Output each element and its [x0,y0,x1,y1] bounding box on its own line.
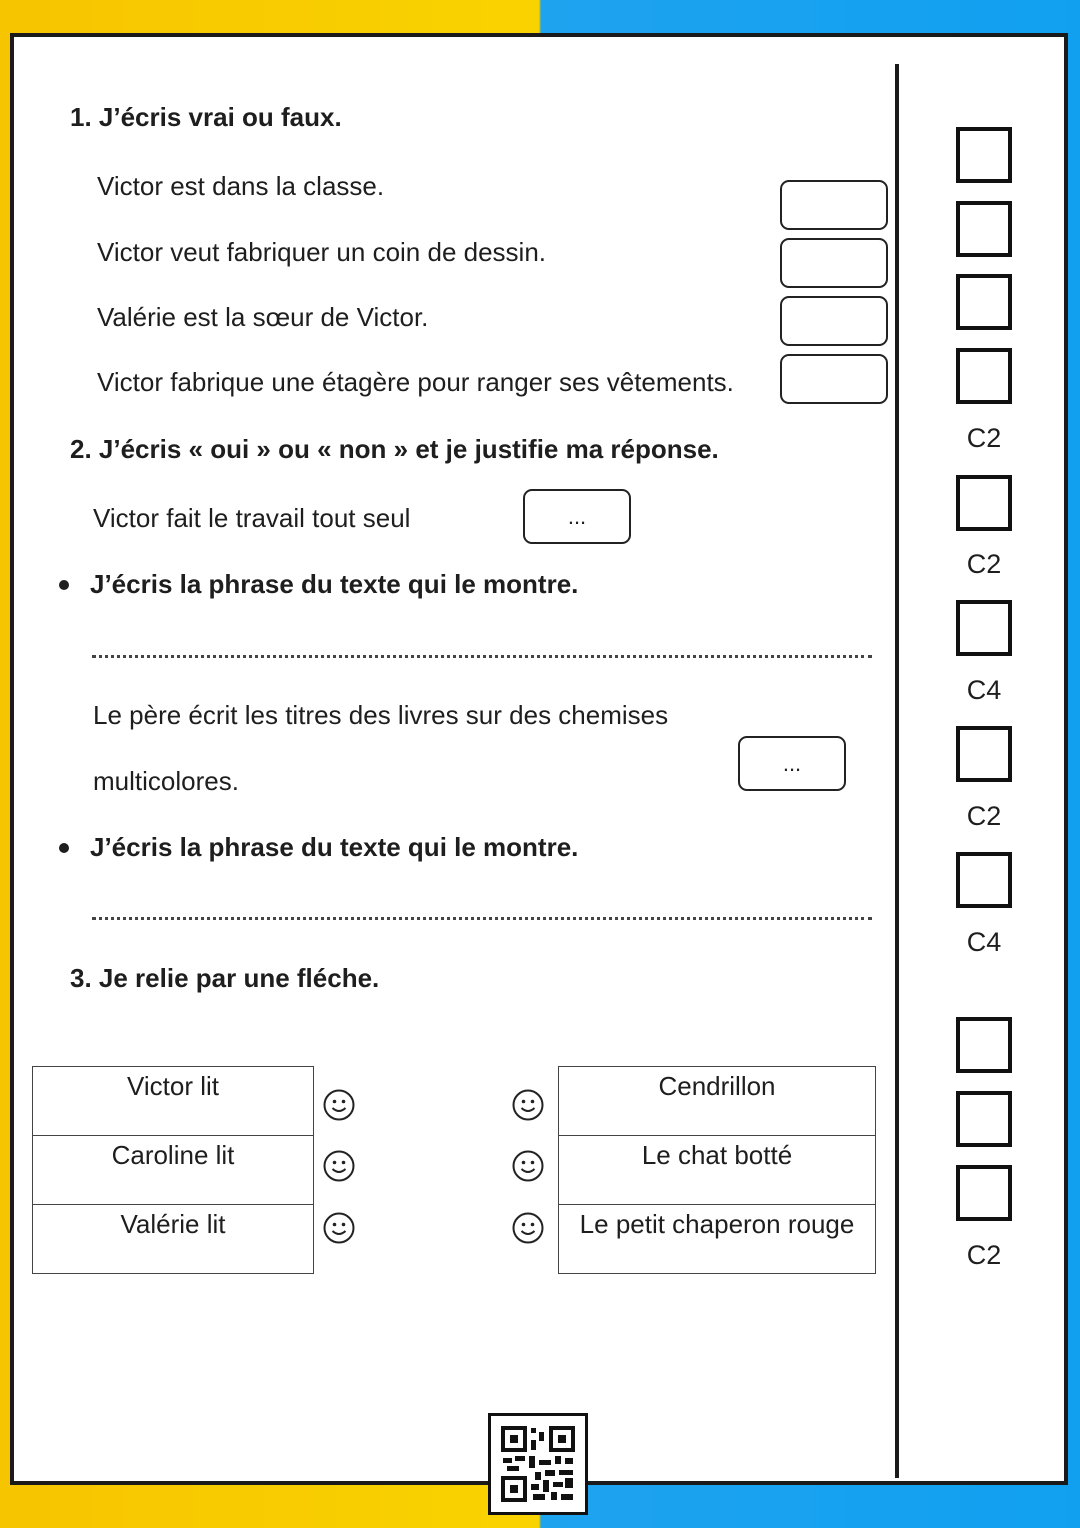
question-2-line2: multicolores. [93,766,239,796]
competency-code: C2 [966,1240,1002,1270]
bullet-instruction-1: J’écris la phrase du texte qui le montre. [90,569,579,599]
statement-1: Victor est dans la classe. [97,171,385,201]
left-match-table [32,1066,314,1274]
qr-code-icon[interactable] [488,1413,588,1515]
competency-code: C2 [966,801,1002,831]
right-item-3: Le petit chaperon rouge [559,1205,876,1274]
smiley-icon[interactable] [512,1089,544,1121]
section3-title: 3. Je relie par une fléche. [70,963,380,993]
grade-square[interactable] [956,127,1012,183]
answer-box-1[interactable] [780,180,888,230]
grade-square[interactable] [956,1091,1012,1147]
smiley-icon[interactable] [512,1150,544,1182]
competency-code: C4 [966,675,1002,705]
left-item-3: Valérie lit [33,1205,314,1274]
grade-square[interactable] [956,274,1012,330]
grade-square[interactable] [956,1017,1012,1073]
right-match-table [558,1066,876,1274]
competency-code: C2 [966,423,1002,453]
answer-box-4[interactable] [780,354,888,404]
writing-line-1[interactable] [92,655,872,658]
bullet-dot [59,580,69,590]
answer-box-q2[interactable]: ... [738,736,846,791]
right-item-2: Le chat botté [559,1136,876,1205]
section2-title: 2. J’écris « oui » ou « non » et je justifie ma réponse. [70,434,719,464]
answer-box-3[interactable] [780,296,888,346]
margin-divider [895,64,899,1478]
grade-square[interactable] [956,852,1012,908]
statement-2: Victor veut fabriquer un coin de dessin. [97,237,547,267]
grade-square[interactable] [956,1165,1012,1221]
answer-box-q1[interactable]: ... [523,489,631,544]
left-item-2: Caroline lit [33,1136,314,1205]
competency-code: C4 [966,927,1002,957]
statement-4: Victor fabrique une étagère pour ranger ses vêtements. [97,367,734,397]
grade-square[interactable] [956,348,1012,404]
smiley-icon[interactable] [323,1150,355,1182]
right-item-1: Cendrillon [559,1067,876,1136]
grade-square[interactable] [956,600,1012,656]
question-2-line1: Le père écrit les titres des livres sur des chemises [93,700,669,730]
statement-3: Valérie est la sœur de Victor. [97,302,429,332]
smiley-icon[interactable] [323,1212,355,1244]
answer-box-2[interactable] [780,238,888,288]
section1-title: 1. J’écris vrai ou faux. [70,102,342,132]
competency-code: C2 [966,549,1002,579]
smiley-icon[interactable] [512,1212,544,1244]
question-1-text: Victor fait le travail tout seul [93,503,411,533]
grade-square[interactable] [956,475,1012,531]
writing-line-2[interactable] [92,917,872,920]
bullet-instruction-2: J’écris la phrase du texte qui le montre. [90,832,579,862]
smiley-icon[interactable] [323,1089,355,1121]
grade-square[interactable] [956,201,1012,257]
grade-square[interactable] [956,726,1012,782]
left-item-1: Victor lit [33,1067,314,1136]
bullet-dot [59,843,69,853]
